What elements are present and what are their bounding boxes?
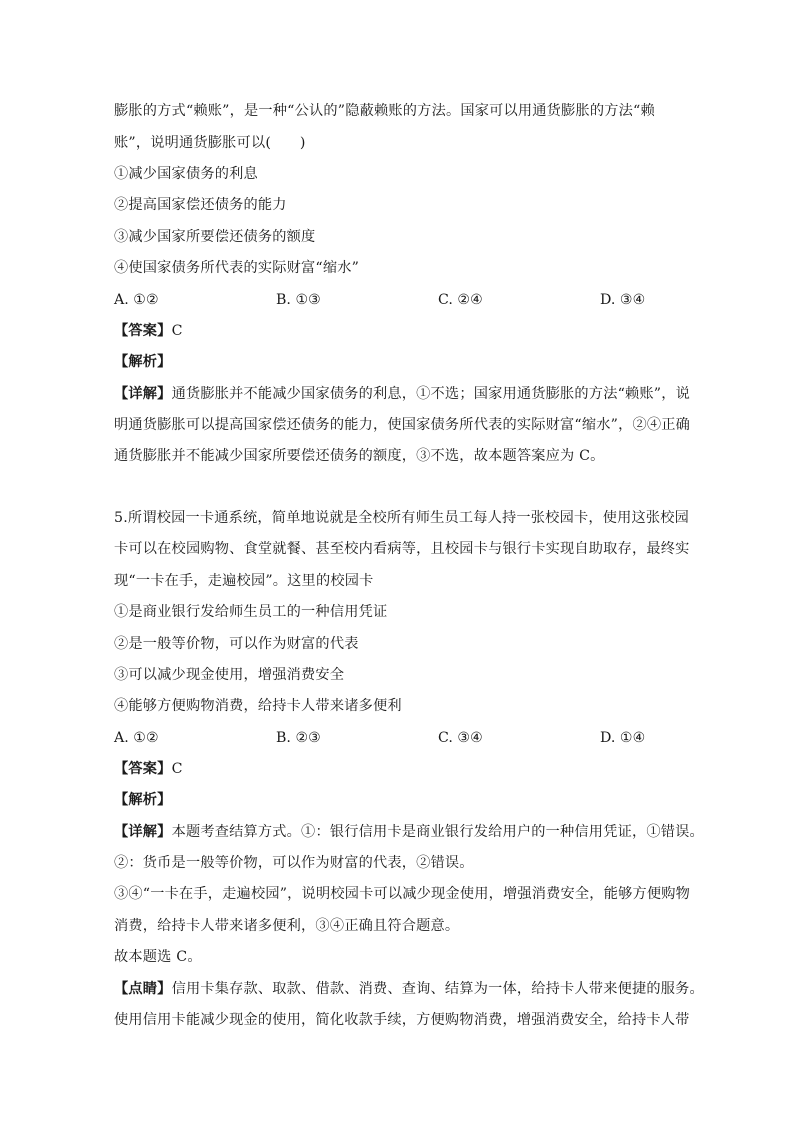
q5-answer [114, 759, 694, 779]
q4-answer-tag: 【答案】 [114, 323, 172, 339]
q4-item-3: ③减少国家所要偿还债务的额度 [114, 229, 316, 245]
q5-analysis-tag: 【解析】 [114, 792, 172, 808]
q4-detail-text-1: 通货膨胀并不能减少国家债务的利息，①不选；国家用通货膨胀的方法“赖账”，说 [171, 386, 691, 402]
q5-answer-tag: 【答案】 [114, 761, 172, 777]
q5-detail-line-4: 消费，给持卡人带来诸多便利，③④正确且符合题意。 [114, 918, 460, 934]
q5-detail-text-1: 本题考查结算方式。①：银行信用卡是商业银行发给用户的一种信用凭证，①错误。 [171, 824, 704, 840]
q5-detail-line-2: ②：货币是一般等价物，可以作为财富的代表，②错误。 [114, 855, 474, 871]
q5-point-tag: 【点睛】 [114, 981, 172, 997]
q4-detail-line-3: 通货膨胀并不能减少国家所要偿还债务的额度，③不选，故本题答案应为 C。 [114, 448, 605, 464]
q5-item-4: ④能够方便购物消费，给持卡人带来诸多便利 [114, 698, 402, 714]
q4-stem-line-2: 账”，说明通货膨胀可以( ) [114, 135, 306, 151]
q5-item-3: ③可以减少现金使用，增强消费安全 [114, 667, 345, 683]
q4-choice-b: B. ①③ [276, 292, 321, 308]
q5-item-1: ①是商业银行发给师生员工的一种信用凭证 [114, 604, 388, 620]
q5-choice-a: A. ①② [114, 730, 159, 746]
q4-item-1: ①减少国家债务的利息 [114, 166, 258, 182]
q5-detail-tag: 【详解】 [114, 824, 172, 840]
q4-item-2: ②提高国家偿还债务的能力 [114, 197, 287, 213]
q4-item-4: ④使国家债务所代表的实际财富“缩水” [114, 260, 360, 276]
q4-choice-d: D. ③④ [600, 292, 646, 308]
q4-answer [114, 321, 694, 341]
q5-detail-line-5: 故本题选 C。 [114, 949, 202, 965]
q5-stem-line-1: 5.所谓校园一卡通系统，简单地说就是全校所有师生员工每人持一张校园卡，使用这张校园 [114, 510, 690, 526]
q4-analysis-tag: 【解析】 [114, 354, 172, 370]
q4-choice-c: C. ②④ [438, 292, 483, 308]
q5-point-line-2: 使用信用卡能减少现金的使用，简化收款手续，方便购物消费，增强消费安全，给持卡人带 [114, 1012, 690, 1028]
q5-detail-line-1 [114, 822, 704, 842]
q5-choice-d: D. ①④ [600, 730, 646, 746]
q5-point-text-1: 信用卡集存款、取款、借款、消费、查询、结算为一体，给持卡人带来便捷的服务。 [171, 981, 704, 997]
q5-choice-c: C. ③④ [438, 730, 483, 746]
q5-point-line-1 [114, 979, 704, 999]
q5-stem-line-3: 现“一卡在手，走遍校园”。这里的校园卡 [114, 573, 374, 589]
q5-choice-b: B. ②③ [276, 730, 321, 746]
q4-detail-tag: 【详解】 [114, 386, 172, 402]
q4-choice-a: A. ①② [114, 292, 159, 308]
q4-stem-line-1: 膨胀的方式“赖账”，是一种“公认的”隐蔽赖账的方法。国家可以用通货膨胀的方法“赖 [114, 103, 655, 119]
q5-answer-value: C [171, 761, 183, 777]
q4-detail-line-1 [114, 384, 694, 404]
q5-stem-line-2: 卡可以在校园购物、食堂就餐、甚至校内看病等，且校园卡与银行卡实现自助取存，最终实 [114, 541, 690, 557]
q5-item-2: ②是一般等价物，可以作为财富的代表 [114, 636, 359, 652]
q4-answer-value: C [171, 323, 183, 339]
q5-detail-line-3: ③④“一卡在手，走遍校园”，说明校园卡可以减少现金使用，增强消费安全，能够方便购物 [114, 886, 691, 902]
q4-detail-line-2: 明通货膨胀可以提高国家偿还债务的能力，使国家债务所代表的实际财富“缩水”，②④正确 [114, 417, 691, 433]
